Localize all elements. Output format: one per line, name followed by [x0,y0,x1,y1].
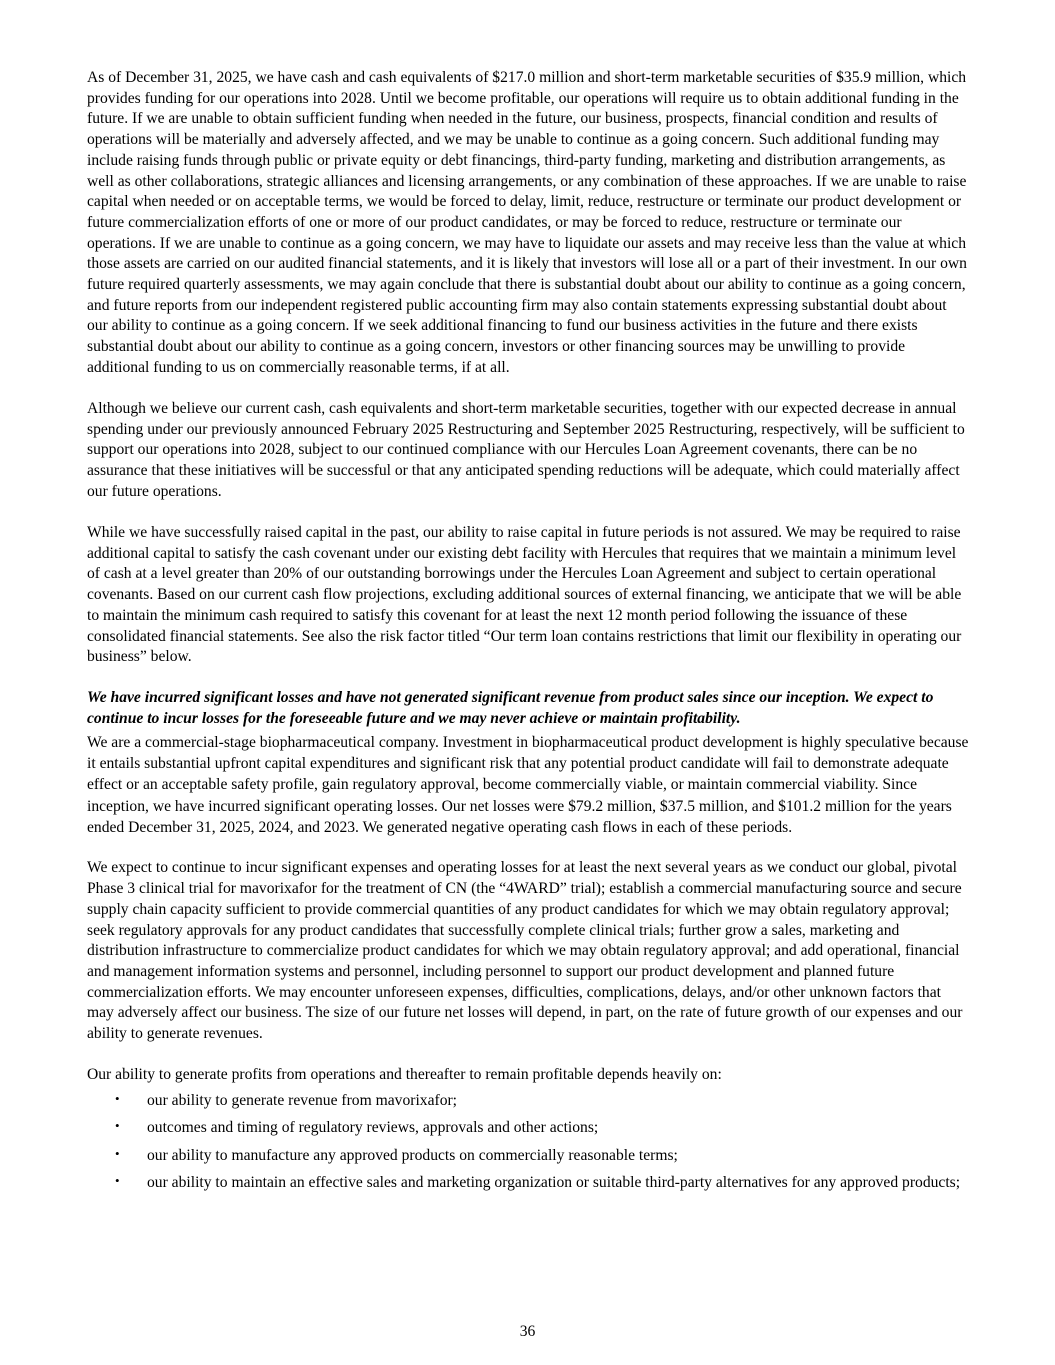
paragraph-capital-covenant: While we have successfully raised capital in the past, our ability to raise capital in future periods is not assured. We may be required to raise additional capital to satisfy the cash covenant under our existing debt facility with Hercules that requires that we maintain a minimum level of cash at a level greater than 20% of our outstanding borrowings under the Hercules Loan Agreement and subject to certain operational covenants. Based on our current cash flow projections, excluding additional sources of external financing, we anticipate that we will be able to maintain the minimum cash required to satisfy this covenant for at least the next 12 month period following the issuance of these consolidated financial statements. See also the risk factor titled “Our term loan contains restrictions that limit our flexibility in operating our business” below. [87,524,962,666]
bullet-icon: • [115,1090,120,1106]
bullet-icon: • [115,1118,120,1134]
list-item-text: our ability to manufacture any approved products on commercially reasonable terms; [147,1146,678,1164]
list-intro: Our ability to generate profits from operations and thereafter to remain profitable depends heavily on: [87,1066,722,1084]
paragraph-restructuring: Although we believe our current cash, cash equivalents and short-term marketable securities, together with our expected decrease in annual spending under our previously announced February 2025 Restructuring and September 2025 Restructuring, respectively, will be sufficient to support our operations into 2028, subject to our continued compliance with our Hercules Loan Agreement covenants, there can be no assurance that these initiatives will be successful or that any anticipated spending reductions will be adequate, which could materially affect our future operations. [87,400,965,500]
bullet-icon: • [115,1173,120,1189]
paragraph-funding: As of December 31, 2025, we have cash and cash equivalents of $217.0 million and short-term marketable securities of $35.9 million, which provides funding for our operations into 2028. Until we become profitable, our operations will require us to obtain additional funding in the future. If we are unable to obtain sufficient funding when needed in the future, our business, prospects, financial condition and results of operations will be materially and adversely affected, and we may be unable to continue as a going concern. Such additional funding may include raising funds through public or private equity or debt financings, third-party funding, marketing and distribution arrangements, as well as other collaborations, strategic alliances and licensing arrangements, or any combination of these approaches. If we are unable to raise capital when needed or on acceptable terms, we would be forced to delay, limit, reduce, restructure or terminate our product development or future commercialization efforts of one or more of our product candidates, or may be forced to reduce, restructure or terminate our operations. If we are unable to continue as a going concern, we may have to liquidate our assets and may receive less than the value at which those assets are carried on our audited financial statements, and it is likely that investors will lose all or a part of their investment. In our own future required quarterly assessments, we may again conclude that there is substantial doubt about our ability to continue as a going concern, and future reports from our independent registered public accounting firm may also contain statements expressing substantial doubt about our ability to continue as a going concern. If we seek additional financing to fund our business activities in the future and there exists substantial doubt about our ability to continue as a going concern, investors or other financing sources may be unwilling to provide additional funding to us on commercially reasonable terms, if at all. [87,69,967,376]
page-number: 36 [519,1323,536,1340]
list-item [87,1171,969,1195]
list-item-text: our ability to maintain an effective sales and marketing organization or suitable third-party alternatives for any approved products; [147,1174,961,1192]
list-item-text: outcomes and timing of regulatory reviews, approvals and other actions; [147,1119,599,1137]
list-item [87,1116,969,1140]
profitability-factors-list [87,1089,969,1196]
bullet-icon: • [115,1145,120,1161]
list-item [87,1144,969,1168]
paragraph-net-losses: We are a commercial-stage biopharmaceutical company. Investment in biopharmaceutical product development is highly speculative because it entails substantial upfront capital expenditures and significant risk that any potential product candidate will fail to demonstrate adequate effect or an acceptable safety profile, gain regulatory approval, become commercially viable, or maintain commercial viability. Since inception, we have incurred significant operating losses. Our net losses were $79.2 million, $37.5 million, and $101.2 million for the years ended December 31, 2025, 2024, and 2023. We generated negative operating cash flows in each of these periods. [87,733,969,836]
document-page [87,68,969,1199]
risk-factor-heading: We have incurred significant losses and have not generated significant revenue from product sales since our inception. We expect to continue to incur losses for the foreseeable future and we may never achieve or maintain profitability. [87,689,934,728]
list-item-text: our ability to generate revenue from mavorixafor; [147,1091,458,1109]
paragraph-expenses: We expect to continue to incur significant expenses and operating losses for at least the next several years as we conduct our global, pivotal Phase 3 clinical trial for mavorixafor for the treatment of CN (the “4WARD” trial); establish a commercial manufacturing source and secure supply chain capacity sufficient to provide commercial quantities of any product candidates for which we may obtain regulatory approval; seek regulatory approvals for any product candidates that successfully complete clinical trials; further grow a sales, marketing and distribution infrastructure to commercialize product candidates for which we may obtain regulatory approval; and add operational, financial and management information systems and personnel, including personnel to support our product development and planned future commercialization efforts. We may encounter unforeseen expenses, difficulties, complications, delays, and/or other unknown factors that may adversely affect our business. The size of our future net losses will depend, in part, on the rate of future growth of our expenses and our ability to generate revenues. [87,859,963,1043]
list-item [87,1089,969,1113]
